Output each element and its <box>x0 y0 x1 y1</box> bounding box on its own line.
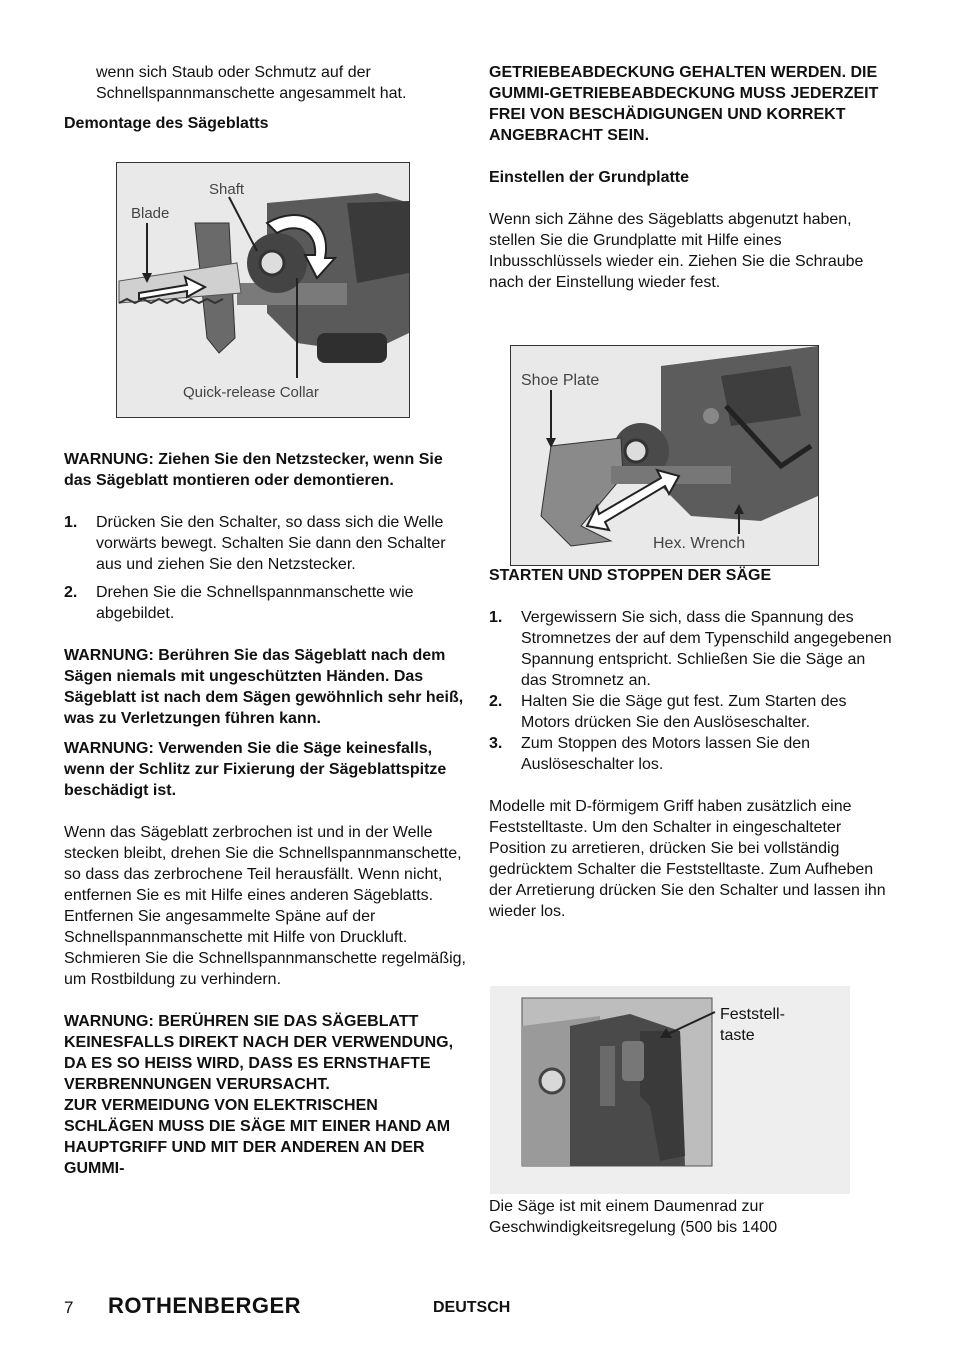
start-stop-steps <box>489 607 894 775</box>
paragraph-d-griff: Modelle mit D-förmigem Griff haben zusätzlich eine Feststelltaste. Um den Schalter in eingeschalteter Position zu arretieren, drücken Sie bei vollständig gedrücktem Schalter die Feststelltaste. Zum Aufheben der Arretierung drücken Sie den Schalter und lassen ihn wieder los. <box>489 798 886 920</box>
warning-burns: WARNUNG: BERÜHREN SIE DAS SÄGEBLATT KEINESFALLS DIREKT NACH DER VERWENDUNG, DA ES SO HEISS WIRD, DASS ES ERNSTHAFTE VERBRENNUNGEN VERURSACHT. <box>64 1013 454 1093</box>
heading-grundplatte: Einstellen der Grundplatte <box>489 169 690 186</box>
label-shaft: Shaft <box>209 181 245 198</box>
label-collar: Quick-release Collar <box>183 384 319 401</box>
label-taste: taste <box>720 1027 755 1044</box>
warning-hot-blade: WARNUNG: Berühren Sie das Sägeblatt nach dem Sägen niemals mit ungeschützten Händen. Das Sägeblatt ist nach dem Sägen gewöhnlich sehr heiß, was zu Verletzungen führen kann. <box>64 647 464 727</box>
intro-text: wenn sich Staub oder Schmutz auf der Schnellspannmanschette angesammelt hat. <box>96 64 407 102</box>
warning-continued: GETRIEBEABDECKUNG GEHALTEN WERDEN. DIE GUMMI-GETRIEBEABDECKUNG MUSS JEDERZEIT FREI VON BESCHÄDIGUNGEN UND KORREKT ANGEBRACHT SEIN. <box>489 64 879 144</box>
paragraph-speed: Die Säge ist mit einem Daumenrad zur Geschwindigkeitsregelung (500 bis 1400 <box>489 1198 778 1236</box>
label-feststell: Feststell- <box>720 1006 785 1023</box>
saw-illustration-3 <box>490 986 850 1194</box>
paragraph-grundplatte: Wenn sich Zähne des Sägeblatts abgenutzt haben, stellen Sie die Grundplatte mit Hilfe eines Inbusschlüssels wieder ein. Ziehen Sie die Schraube nach der Einstellung wieder fest. <box>489 211 864 291</box>
heading-start-stop: STARTEN UND STOPPEN DER SÄGE <box>489 567 772 584</box>
list-item: 3. Zum Stoppen des Motors lassen Sie den Auslöseschalter los. <box>489 735 811 773</box>
warning-netzstecker: WARNUNG: Ziehen Sie den Netzstecker, wenn Sie das Sägeblatt montieren oder demontieren. <box>64 451 443 489</box>
figure-shoe-plate <box>510 345 819 566</box>
paragraph-broken-blade: Wenn das Sägeblatt zerbrochen ist und in der Welle stecken bleibt, drehen Sie die Schnellspannmanschette, so dass das zerbrochene Teil herausfällt. Wenn nicht, entfernen Sie es mit Hilfe eines anderen Sägeblatts. <box>64 824 462 904</box>
list-item: 1. Vergewissern Sie sich, dass die Spannung des Stromnetzes der auf dem Typenschild angegebenen Spannung entspricht. Schließen Sie die Säge an das Stromnetz an. <box>489 609 892 689</box>
warning-electric-shock: ZUR VERMEIDUNG VON ELEKTRISCHEN SCHLÄGEN MUSS DIE SÄGE MIT EINER HAND AM HAUPTGRIFF UND MIT DER ANDEREN AN DER GUMMI- <box>64 1097 451 1177</box>
brand-logo: ROTHENBERGER <box>108 1293 302 1318</box>
footer-language: DEUTSCH <box>433 1299 511 1316</box>
page-number: 7 <box>64 1298 74 1317</box>
label-shoe-plate: Shoe Plate <box>521 372 600 389</box>
figure-blade-removal <box>116 162 410 418</box>
paragraph-cleaning: Entfernen Sie angesammelte Späne auf der Schnellspannmanschette mit Hilfe von Druckluft. Schmieren Sie die Schnellspannmanschette regelmäßig, um Rostbildung zu verhindern. <box>64 908 466 988</box>
label-hex-wrench: Hex. Wrench <box>653 535 746 552</box>
list-item: 2. Halten Sie die Säge gut fest. Zum Starten des Motors drücken Sie den Auslöseschalter. <box>489 693 847 731</box>
warning-slot-damage: WARNUNG: Verwenden Sie die Säge keinesfalls, wenn der Schlitz zur Fixierung der Sägeblattspitze beschädigt ist. <box>64 740 447 799</box>
heading-demontage: Demontage des Sägeblatts <box>64 115 269 132</box>
list-item: 1. Drücken Sie den Schalter, so dass sich die Welle vorwärts bewegt. Schalten Sie dann den Schalter aus und ziehen Sie den Netzstecker. <box>64 514 446 573</box>
figure-lock-button <box>490 986 850 1194</box>
demontage-steps <box>64 512 466 624</box>
saw-illustration-1 <box>117 163 409 417</box>
list-item: 2. Drehen Sie die Schnellspannmanschette wie abgebildet. <box>64 584 414 622</box>
label-blade: Blade <box>131 205 170 222</box>
